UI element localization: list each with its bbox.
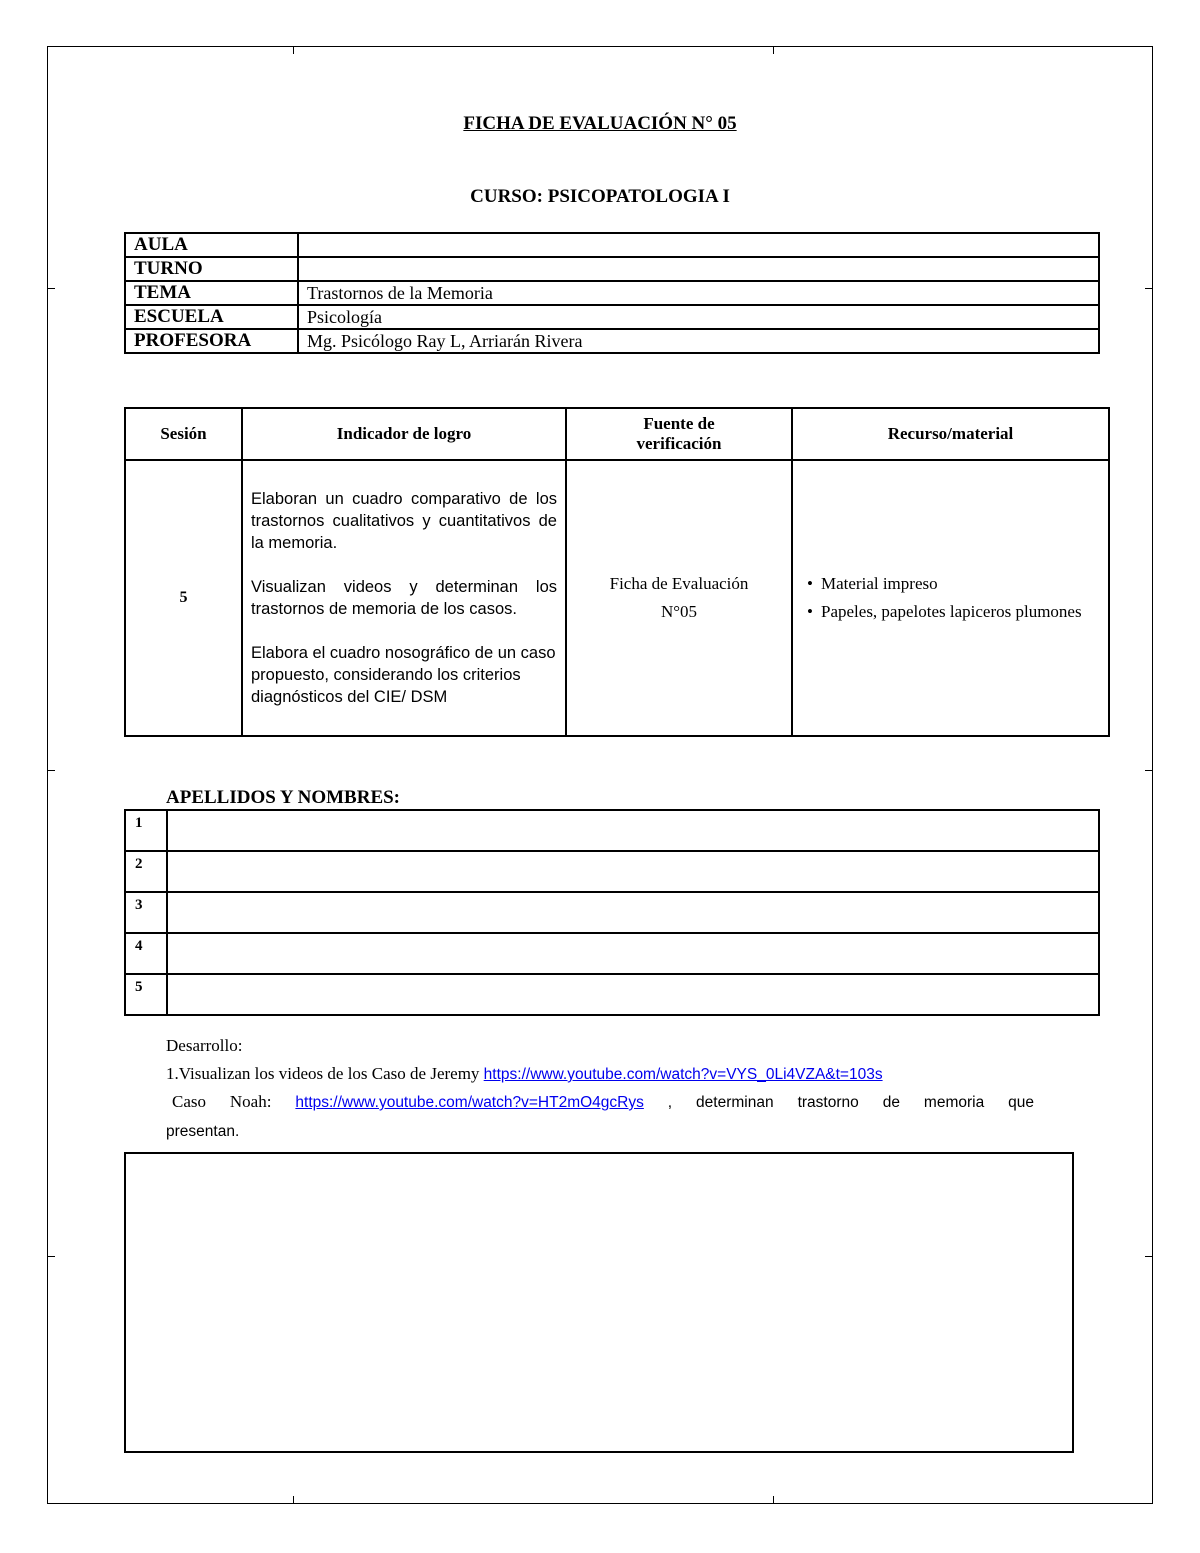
source-line: Ficha de Evaluación <box>609 574 749 593</box>
resource-list <box>807 570 1098 626</box>
development-line1 <box>166 1060 883 1089</box>
source-line: N°05 <box>660 602 698 621</box>
development-line3: presentan. <box>166 1123 240 1140</box>
header-resource: Recurso/material <box>792 408 1109 460</box>
resource-item: • Material impreso <box>807 570 1098 598</box>
name-field[interactable] <box>167 933 1099 974</box>
tick-mark <box>293 46 294 54</box>
tick-mark <box>1145 1256 1153 1257</box>
development-line2 <box>166 1088 1034 1117</box>
name-row <box>125 933 1099 974</box>
development-label: Desarrollo: <box>166 1036 243 1055</box>
session-table <box>124 407 1110 737</box>
name-row <box>125 892 1099 933</box>
info-row-tema <box>125 281 1099 305</box>
header-indicator: Indicador de logro <box>242 408 566 460</box>
tick-mark <box>1145 288 1153 289</box>
names-table <box>124 809 1100 1016</box>
course-title: CURSO: PSICOPATOLOGIA I <box>470 186 730 207</box>
info-value: Trastornos de la Memoria <box>298 281 1099 305</box>
answer-box[interactable] <box>124 1152 1074 1453</box>
info-value: Psicología <box>298 305 1099 329</box>
development-line2-prefix: Caso Noah: <box>172 1092 272 1111</box>
indicator-item: Elabora el cuadro nosográfico de un caso propuesto, considerando los criterios diagnósticos del CIE/ DSM <box>251 644 556 706</box>
info-value-field[interactable] <box>298 233 1099 257</box>
info-label: TEMA <box>125 281 298 305</box>
resource-cell <box>792 460 1109 736</box>
tick-mark <box>293 1496 294 1504</box>
source-cell <box>566 460 792 736</box>
name-field[interactable] <box>167 810 1099 851</box>
tick-mark <box>1145 770 1153 771</box>
header-source-text: Fuente de verificación <box>636 414 722 453</box>
tick-mark <box>47 288 55 289</box>
page-title: FICHA DE EVALUACIÓN N° 05 <box>463 113 737 134</box>
row-number: 3 <box>125 892 167 933</box>
name-row <box>125 810 1099 851</box>
tick-mark <box>773 46 774 54</box>
tick-mark <box>773 1496 774 1504</box>
info-label: PROFESORA <box>125 329 298 353</box>
info-label: ESCUELA <box>125 305 298 329</box>
name-row <box>125 851 1099 892</box>
name-field[interactable] <box>167 974 1099 1015</box>
info-row-aula <box>125 233 1099 257</box>
row-number: 1 <box>125 810 167 851</box>
info-value: Mg. Psicólogo Ray L, Arriarán Rivera <box>298 329 1099 353</box>
indicator-item: Elaboran un cuadro comparativo de los trastornos cualitativos y cuantitativos de la memoria. <box>251 490 557 552</box>
tick-mark <box>47 770 55 771</box>
info-value-field[interactable] <box>298 257 1099 281</box>
name-field[interactable] <box>167 892 1099 933</box>
session-header-row <box>125 408 1109 460</box>
info-row-turno <box>125 257 1099 281</box>
jeremy-video-link[interactable]: https://www.youtube.com/watch?v=VYS_0Li4VZA&t=103s <box>483 1066 883 1083</box>
resource-item: • Papeles, papelotes lapiceros plumones <box>807 598 1098 626</box>
development-line1-text: 1.Visualizan los videos de los Caso de Jeremy <box>166 1064 480 1083</box>
info-label: AULA <box>125 233 298 257</box>
indicator-cell <box>242 460 566 736</box>
info-row-profesora <box>125 329 1099 353</box>
info-row-escuela <box>125 305 1099 329</box>
name-field[interactable] <box>167 851 1099 892</box>
row-number: 4 <box>125 933 167 974</box>
session-row <box>125 460 1109 736</box>
tick-mark <box>47 1256 55 1257</box>
names-heading: APELLIDOS Y NOMBRES: <box>166 787 401 808</box>
name-row <box>125 974 1099 1015</box>
row-number: 5 <box>125 974 167 1015</box>
session-number: 5 <box>125 460 242 736</box>
development-line2-suffix: , determinan trastorno de memoria que <box>667 1094 1035 1111</box>
info-label: TURNO <box>125 257 298 281</box>
row-number: 2 <box>125 851 167 892</box>
noah-video-link[interactable]: https://www.youtube.com/watch?v=HT2mO4gcRys <box>295 1094 644 1111</box>
header-session: Sesión <box>125 408 242 460</box>
info-table <box>124 232 1100 354</box>
indicator-item: Visualizan videos y determinan los trastornos de memoria de los casos. <box>251 578 557 618</box>
header-source <box>566 408 792 460</box>
